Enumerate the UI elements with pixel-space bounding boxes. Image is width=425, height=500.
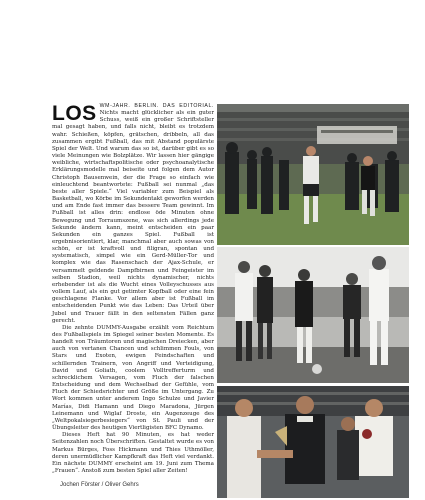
editorial-body (52, 103, 214, 475)
editorial-column (52, 103, 214, 475)
paragraph-1: Nichts macht glücklicher als ein guter Schuss, weiß ein großer Schriftsteller mal gesagt haben, und falls nicht, bleibt es trotzdem wahr. Schießen, köpfen, grätschen, dribbeln, all das zusammen ergibt Fußball, das mit Abstand populärste Spiel der Welt. Und warum das so ist, darüber gibt es so viele Meinungen wie Bolzplätze. Wir lassen hier gängige weibliche, wirtschaftspolitische oder psychoanalytische Erklärungsmodelle mal beiseite und folgen dem Autor Christoph Bausenwein, der die Frage so einfach wie einleuchtend beantwortete: Fußball sei nunmal „das beste aller Spiele.“ Viel variabler zum Beispiel als Basketball, wo Körbe im Sekundentakt geworfen werden und am Ende fast immer das bessere Team gewinnt. Im Fußball ist alles drin: endlose öde Minuten ohne Bewegung und Torraumszene, was sich allerdings jede Sekunde ändern kann, meint entscheiden ein paar Sekunden ein ganzes Spiel. Fußball ist ergebnisorientiert, klar, manchmal aber auch sowas von schön, er ist kraftvoll und filigran, spontan und systematisch, simpel wie ein Gerd-Müller-Tor und komplex wie das Rasenschach der Ajax-Schule, er versammelt geldende Dampfbirnen und Feingeister im selben Stadion, weil nichts dynamischer, nichts erhebender ist als die Wucht eines Volleyschusses aus vollem Lauf, als ein gut getimter Kopfball oder eine fein geschlagene Flanke. Vor allem aber ist Fußball im entscheidenden Punkt wie das Leben: Das Urteil über Jubel und Trauer fällt in den seltensten Fällen ganz gerecht. (52, 110, 214, 324)
byline: Jochen Förster / Oliver Gehrs (60, 482, 139, 488)
paragraph-2: Die zehnte DUMMY-Ausgabe erzählt vom Reichtum des Fußballspiels im Spiegel seiner besten Momente. Es handelt von Träumtoren und magischen Dreiecken, aber auch von vertanen Chancen und schlimmen Fouls, von Stars und Exoten, ewigen Feindschaften und schillernden Trainern, von Angriff und Verteidigung, David und Goliath, coolem Volltrefferturm und schrecklichem Versagen, vom Fluch der falschen Entscheidung und dem Wechselbad der Gefühle, vom Fluch der Schiedsrichter und Größe im Untergang. Zu Wort kommen unter anderem Ingo Schulze und Javier Marías, Didi Hamann und Diego Maradona, Jürgen Leinemann und Wiglaf Droste, ein Augenzeuge des „Weltpokalsiegerbesiegers“ von St. Pauli und der Übungsleiter des heutigen Viertligisten BFC Dynamo. (52, 324, 214, 432)
headline: LOS (52, 102, 97, 125)
stadium-match-photo (217, 104, 409, 245)
players-handshake-bw-photo (217, 247, 409, 383)
kicker: WM-JAHR. BERLIN. DAS EDITORIAL. (99, 103, 214, 109)
paragraph-3: Dieses Heft hat 90 Minuten, es hat weder Seitenzahlen noch Überschriften. Gestaltet wurde es von Markus Bürges, Foss Hickmann und Thies Uthmöller, deren unermüdlicher Kampfkraft das Heft viel verdankt. Ein nächste DUMMY erscheint am 19. Juni zum Thema „Frauen“. Anstoß zum besten Spiel aller Zeiten! (52, 432, 214, 474)
captains-greeting-photo (217, 386, 409, 498)
